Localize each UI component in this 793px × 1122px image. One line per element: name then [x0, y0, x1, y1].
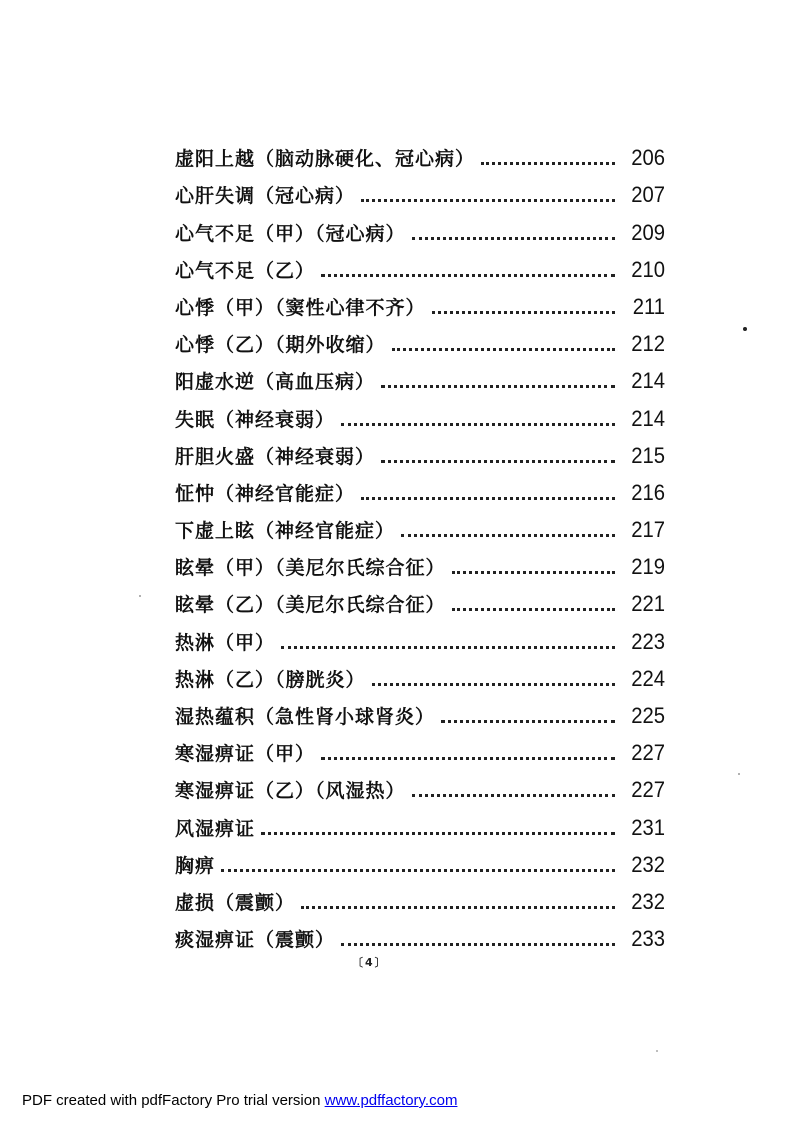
toc-entry-page: 206	[631, 145, 665, 171]
toc-entry	[175, 731, 665, 768]
dot-leader	[441, 720, 615, 723]
toc-entry-title: 下虚上眩（神经官能症）	[175, 520, 396, 543]
toc-entry	[175, 880, 665, 917]
toc-entry-title: 心气不足（乙）	[175, 259, 316, 282]
toc-entry-title: 寒湿痹证（甲）	[175, 743, 316, 766]
toc-entry-title: 心肝失调（冠心病）	[175, 185, 356, 208]
toc-entry	[175, 917, 665, 954]
footer-text: PDF created with pdfFactory Pro trial version	[22, 1092, 325, 1109]
toc-entry-page: 212	[631, 331, 665, 357]
toc-entry	[175, 248, 665, 285]
toc-entry	[175, 285, 665, 322]
dot-leader	[432, 311, 615, 314]
toc-entry	[175, 173, 665, 210]
dot-leader	[301, 906, 615, 909]
toc-entry-title: 胸痹	[175, 854, 216, 877]
toc-entry	[175, 322, 665, 359]
toc-entry-page: 214	[631, 368, 665, 394]
page-number: 〔4〕	[352, 956, 388, 969]
toc-entry-page: 231	[631, 814, 665, 840]
toc-entry-page: 223	[631, 628, 665, 654]
toc-entry-title: 眩晕（甲）（美尼尔氏综合征）	[175, 557, 446, 580]
toc-entry-title: 风湿痹证	[175, 817, 256, 840]
scan-speck	[139, 595, 141, 597]
dot-leader	[341, 423, 615, 426]
toc-entry-title: 热淋（甲）	[175, 631, 276, 654]
toc-entry	[175, 582, 665, 619]
toc-entry-title: 心悸（乙）（期外收缩）	[175, 334, 386, 357]
toc-entry-title: 热淋（乙）（膀胱炎）	[175, 668, 366, 691]
toc-entry-title: 眩晕（乙）（美尼尔氏综合征）	[175, 594, 446, 617]
toc-entry-page: 214	[631, 405, 665, 431]
toc-entry-page: 221	[631, 591, 665, 617]
toc-entry-page: 210	[631, 256, 665, 282]
dot-leader	[221, 869, 615, 872]
dot-leader	[392, 348, 615, 351]
dot-leader	[341, 943, 615, 946]
dot-leader	[452, 571, 615, 574]
toc-entry-page: 233	[631, 926, 665, 952]
dot-leader	[321, 274, 615, 277]
toc-entry	[175, 434, 665, 471]
toc-entry-title: 痰湿痹证（震颤）	[175, 929, 336, 952]
toc-entry	[175, 471, 665, 508]
toc-entry	[175, 359, 665, 396]
toc-entry	[175, 545, 665, 582]
toc-entry-title: 肝胆火盛（神经衰弱）	[175, 445, 376, 468]
scan-speck	[738, 773, 740, 775]
toc-entry-title: 虚损（震颤）	[175, 891, 296, 914]
toc-entry-page: 225	[631, 703, 665, 728]
toc-entry-page: 227	[631, 777, 665, 803]
scan-speck	[656, 1050, 658, 1052]
dot-leader	[412, 794, 615, 797]
dot-leader	[381, 385, 615, 388]
dot-leader	[361, 497, 615, 500]
table-of-contents	[175, 136, 665, 954]
toc-entry-page: 219	[631, 554, 665, 580]
dot-leader	[481, 162, 615, 165]
toc-entry-title: 寒湿痹证（乙）（风湿热）	[175, 780, 406, 803]
toc-entry-title: 怔忡（神经官能症）	[175, 482, 356, 505]
dot-leader	[261, 832, 615, 835]
dot-leader	[281, 646, 615, 649]
toc-entry-title: 心气不足（甲）（冠心病）	[175, 222, 406, 245]
footer-link[interactable]: www.pdffactory.com	[324, 1092, 458, 1109]
toc-entry-page: 224	[631, 665, 665, 691]
toc-entry-page: 217	[631, 517, 665, 543]
toc-entry	[175, 396, 665, 433]
toc-entry	[175, 210, 665, 247]
scan-speck	[743, 327, 747, 331]
toc-entry-title: 湿热蕴积（急性肾小球肾炎）	[175, 706, 436, 728]
toc-entry-title: 心悸（甲）（窦性心律不齐）	[175, 296, 426, 319]
toc-entry-page: 211	[632, 293, 665, 319]
toc-entry	[175, 657, 665, 694]
toc-entry-page: 232	[631, 851, 665, 877]
toc-entry-title: 虚阳上越（脑动脉硬化、冠心病）	[175, 148, 476, 171]
dot-leader	[321, 757, 615, 760]
toc-entry-page: 232	[631, 888, 665, 914]
toc-entry-page: 215	[631, 442, 665, 468]
toc-entry-page: 216	[631, 479, 665, 505]
toc-entry-title: 阳虚水逆（高血压病）	[175, 371, 376, 394]
pdf-footer	[22, 1092, 457, 1109]
toc-entry-page: 209	[631, 219, 665, 245]
toc-entry	[175, 508, 665, 545]
toc-entry	[175, 136, 665, 173]
dot-leader	[372, 683, 615, 686]
toc-entry-title: 失眠（神经衰弱）	[175, 408, 336, 431]
toc-entry-page: 227	[631, 740, 665, 766]
toc-entry	[175, 768, 665, 805]
dot-leader	[381, 460, 615, 463]
toc-entry	[175, 619, 665, 656]
dot-leader	[452, 608, 615, 611]
toc-entry	[175, 694, 665, 731]
dot-leader	[412, 237, 615, 240]
toc-entry	[175, 843, 665, 880]
dot-leader	[361, 199, 615, 202]
dot-leader	[401, 534, 615, 537]
toc-entry-page: 207	[631, 182, 665, 208]
toc-entry	[175, 805, 665, 842]
